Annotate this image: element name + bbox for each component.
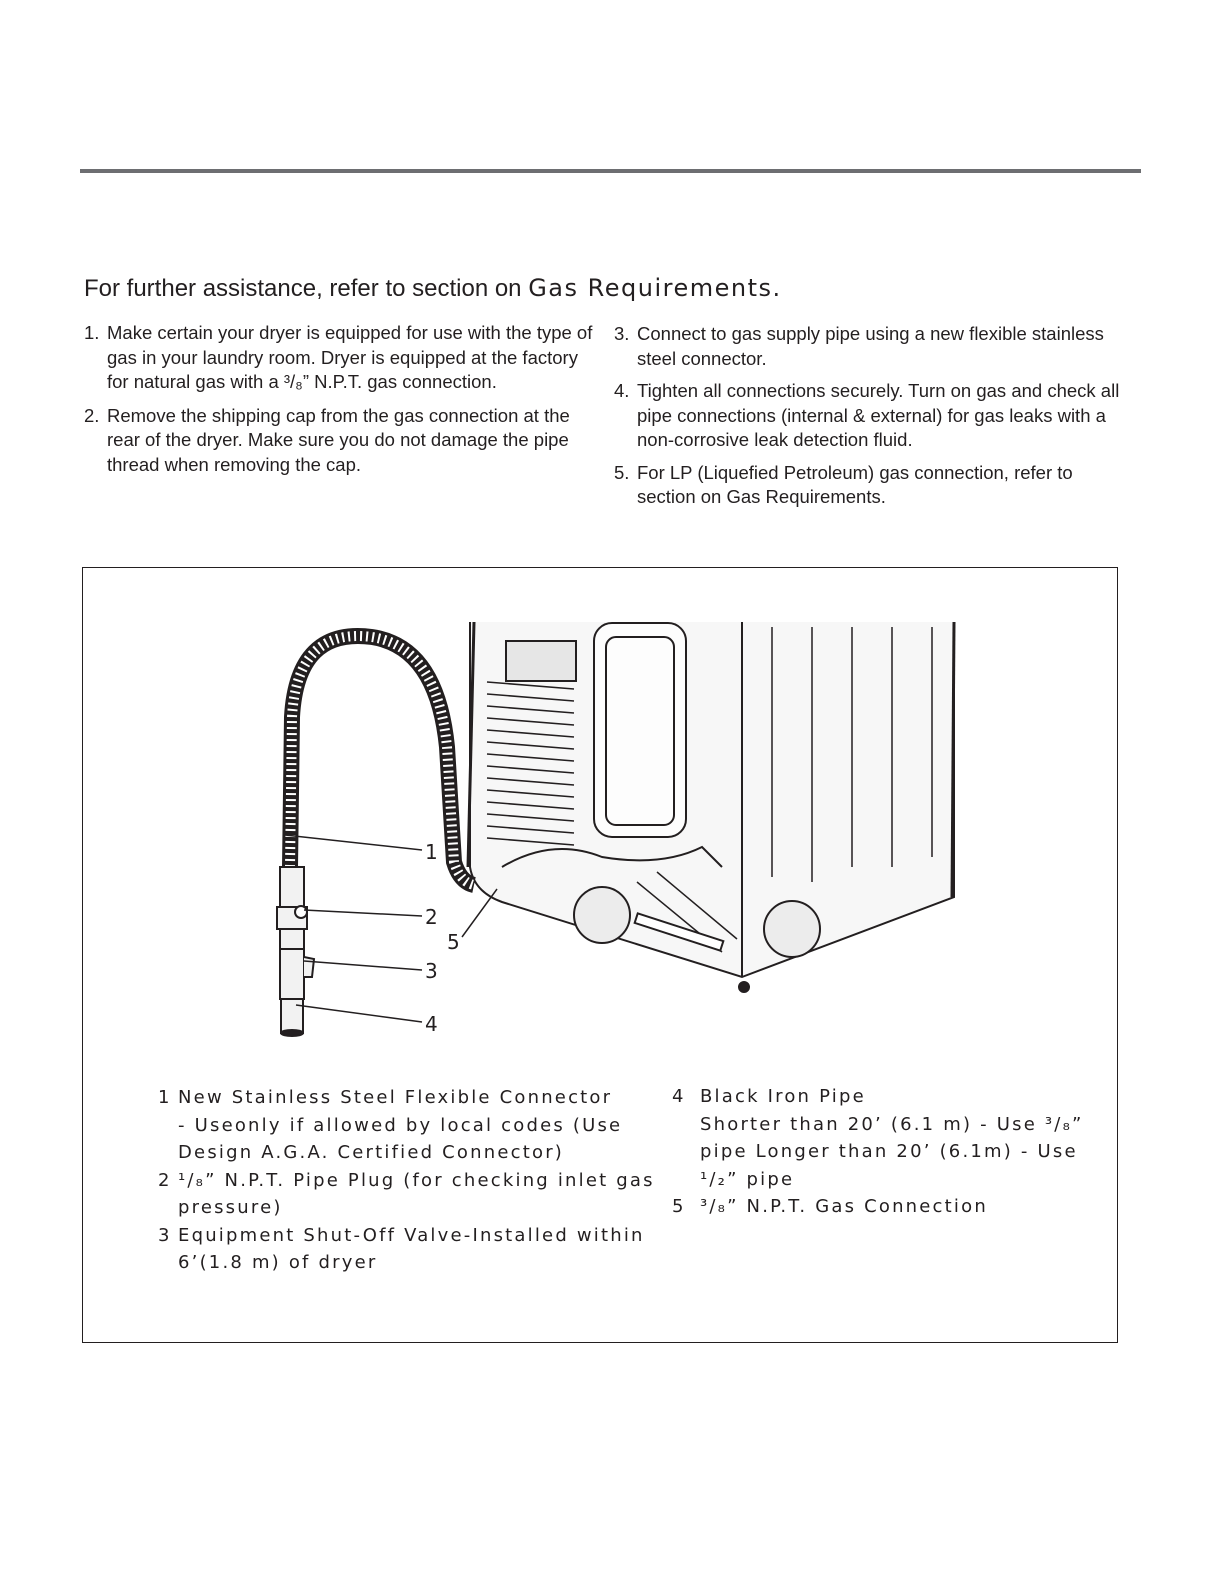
legend-item-2 (158, 1167, 658, 1222)
legend-item-4 (672, 1083, 1092, 1193)
pipe-assembly (277, 867, 314, 1036)
step-number: 5. (614, 461, 630, 483)
callout-2: 2 (425, 905, 438, 929)
legend-text: Black Iron Pipe (700, 1086, 866, 1107)
step-text: Connect to gas supply pipe using a new flexible stainless steel connector. (637, 323, 1104, 369)
step-number: 4. (614, 380, 630, 401)
legend-number: 5 (672, 1196, 686, 1217)
legend-item-5 (672, 1193, 1092, 1221)
legend-text: Equipment Shut-Off Valve-Installed within 6’(1.8 m) of dryer (178, 1224, 645, 1273)
legend-number: 1 (158, 1087, 172, 1108)
intro-text: For further assistance, refer to section on (84, 275, 529, 302)
legend-number: 3 (158, 1224, 172, 1246)
legend-subtext: - Useonly if allowed by local codes (Use Design A.G.A. Certified Connector) (178, 1114, 623, 1163)
flexible-connector (290, 636, 474, 885)
legend-right (672, 1083, 1092, 1221)
legend-number: 4 (672, 1086, 686, 1107)
steps-right-column (614, 322, 1134, 518)
step-text: Tighten all connections securely. Turn on gas and check all pipe connections (internal & external) for gas leaks with a non-corrosive leak detection fluid. (637, 380, 1120, 450)
legend-number: 2 (158, 1169, 172, 1191)
step-4 (614, 379, 1134, 453)
step-number: 3. (614, 323, 630, 344)
legend-item-1 (158, 1084, 658, 1167)
step-text: Make certain your dryer is equipped for use with the type of gas in your laundry room. Dryer is equipped at the factory for natural gas with a ³/₈” N.P.T. gas connection. (107, 322, 593, 392)
legend-item-3 (158, 1222, 658, 1277)
callout-1: 1 (425, 840, 438, 864)
legend-text: ¹/₈” N.P.T. Pipe Plug (for checking inlet gas pressure) (178, 1169, 655, 1218)
leader-lines (285, 835, 497, 1022)
legend-text: New Stainless Steel Flexible Connector (178, 1087, 613, 1108)
dryer-illustration (468, 622, 954, 992)
step-1 (84, 321, 604, 395)
step-2 (84, 404, 604, 478)
legend-left (158, 1084, 658, 1277)
gas-requirements-reference: Gas Requirements. (528, 274, 782, 302)
callout-3: 3 (425, 959, 438, 983)
step-number: 1. (84, 322, 100, 343)
header-rule (80, 169, 1141, 173)
legend-subtext: Shorter than 20’ (6.1 m) - Use ³/₈” pipe Longer than 20’ (6.1m) - Use ¹/₂” pipe (700, 1113, 1084, 1190)
intro-line (84, 274, 782, 303)
steps-left-column (84, 321, 604, 486)
step-text: Remove the shipping cap from the gas connection at the rear of the dryer. Make sure you do not damage the pipe thread when removing the cap. (107, 404, 570, 475)
step-5 (614, 461, 1134, 510)
step-3 (614, 322, 1134, 371)
step-number: 2. (84, 404, 100, 426)
callout-4: 4 (425, 1012, 438, 1036)
callout-5: 5 (447, 930, 460, 954)
legend-text: ³/₈” N.P.T. Gas Connection (700, 1196, 988, 1217)
step-text: For LP (Liquefied Petroleum) gas connection, refer to section on Gas Requirements. (637, 461, 1073, 507)
